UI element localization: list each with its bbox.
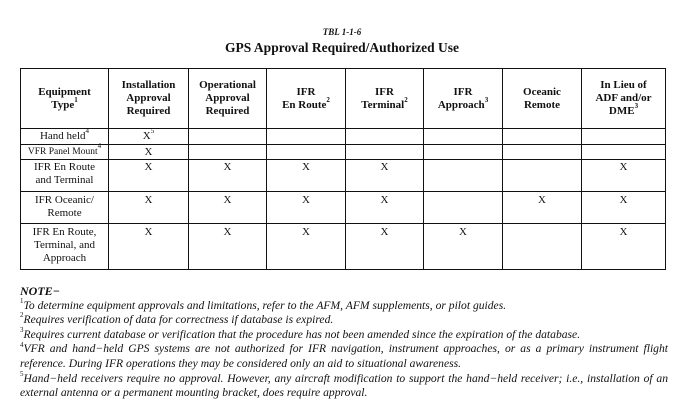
column-header-line: Type (51, 98, 75, 111)
footnote-text: Hand−held receivers require no approval. However, any aircraft modification to support the hand−held receiver; i.e., installation of an external antenna or a permanent mounting bracket, does require approval. (20, 371, 668, 400)
column-header-line: IFR (453, 85, 473, 98)
mark-value: X (538, 194, 546, 206)
mark-cell (424, 192, 503, 224)
mark-cell (346, 129, 424, 145)
footnote-number: 2 (20, 311, 24, 320)
footnote-text: Requires verification of data for correctness if database is expired. (23, 313, 334, 327)
footnote-ref: 4 (97, 142, 102, 151)
footnote (20, 313, 668, 328)
column-header-line: Required (205, 105, 250, 117)
footnote-number: 1 (20, 296, 24, 305)
column-header-line: Remote (523, 98, 561, 111)
mark-value: X (223, 161, 232, 173)
mark-cell (346, 160, 424, 192)
mark-cell (582, 192, 666, 224)
table-row (21, 160, 666, 192)
column-header (189, 69, 267, 129)
column-header-line: En Route (282, 98, 327, 111)
mark-value: X (380, 161, 389, 173)
mark-value: X (142, 130, 151, 142)
column-header-line: Terminal (361, 98, 405, 111)
footnote (20, 296, 668, 314)
mark-cell (189, 160, 267, 192)
footnote-ref: 5 (150, 127, 155, 136)
mark-cell (424, 145, 503, 160)
mark-value: X (302, 226, 310, 238)
column-header (109, 69, 189, 129)
column-header-line: Approach (437, 98, 485, 111)
mark-cell (503, 160, 582, 192)
equipment-type-line: VFR Panel Mount (27, 146, 98, 157)
table-row (21, 129, 666, 145)
column-header-line: IFR (296, 85, 316, 98)
column-header-line: DME (608, 105, 635, 117)
column-header (346, 69, 424, 129)
footnote-ref: 2 (404, 95, 408, 104)
equipment-type-cell (21, 142, 109, 160)
mark-value: X (223, 194, 232, 206)
mark-value: X (619, 194, 628, 206)
column-header-line: Oceanic (523, 85, 561, 98)
footnote (20, 325, 668, 343)
mark-value: X (380, 194, 389, 206)
mark-value: X (144, 145, 153, 158)
header-row (21, 69, 666, 129)
footnote-number: 5 (20, 369, 24, 378)
footnote-text: VFR and hand−held GPS systems are not authorized for IFR navigation, instrument approaches, or as a primary instrument flight reference. During IFR operations they may be considered only an aid to situational awareness. (20, 342, 668, 370)
column-header-line: Approval (205, 92, 250, 104)
equipment-type-line: Terminal, and (34, 239, 95, 251)
column-header-line: Equipment (38, 85, 91, 98)
mark-value: X (380, 226, 389, 238)
column-header-line: In Lieu of (600, 79, 647, 91)
mark-value: X (144, 194, 153, 206)
mark-cell (582, 224, 666, 270)
mark-cell (189, 129, 267, 145)
mark-value: X (619, 226, 628, 238)
footnote-ref: 1 (74, 95, 78, 104)
footnote-number: 4 (20, 340, 24, 349)
mark-cell (267, 224, 346, 270)
footnote-number: 3 (20, 325, 24, 334)
column-header (503, 69, 582, 129)
column-header (582, 69, 666, 129)
column-header-line: ADF and/or (595, 92, 652, 104)
mark-value: X (302, 161, 310, 173)
mark-cell (424, 224, 503, 270)
mark-cell (109, 145, 189, 160)
column-header (267, 69, 346, 129)
footnote-ref: 3 (634, 102, 639, 111)
mark-value: X (144, 161, 153, 173)
mark-value: X (144, 226, 153, 238)
note-heading: NOTE− (20, 284, 60, 298)
notes-section (20, 284, 668, 401)
equipment-type-cell (21, 224, 109, 270)
mark-cell (267, 160, 346, 192)
mark-cell (346, 192, 424, 224)
mark-cell (503, 224, 582, 270)
mark-cell (189, 192, 267, 224)
table-body (21, 129, 666, 270)
mark-cell (109, 224, 189, 270)
mark-cell (582, 145, 666, 160)
mark-cell (503, 192, 582, 224)
mark-cell (267, 129, 346, 145)
mark-cell (109, 129, 189, 145)
gps-approval-table (20, 68, 666, 270)
equipment-type-line: IFR En Route (33, 161, 96, 173)
column-header (424, 69, 503, 129)
table-title: GPS Approval Required/Authorized Use (225, 40, 459, 55)
equipment-type-cell (21, 129, 109, 145)
column-header-line: IFR (375, 85, 394, 98)
column-header-line: Approval (126, 92, 171, 104)
mark-cell (424, 160, 503, 192)
footnote (20, 342, 668, 371)
mark-cell (582, 160, 666, 192)
table-row (21, 145, 666, 160)
equipment-type-line: Approach (42, 252, 87, 264)
mark-cell (189, 224, 267, 270)
mark-cell (424, 129, 503, 145)
mark-cell (503, 145, 582, 160)
column-header-line: Operational (199, 79, 256, 91)
mark-cell (346, 224, 424, 270)
equipment-type-line: IFR Oceanic/ (35, 194, 94, 206)
footnote-text: Requires current database or verification that the procedure has not been amended since the expiration of the database. (23, 327, 581, 341)
table-row (21, 192, 666, 224)
footnote-ref: 2 (326, 95, 330, 104)
mark-cell (582, 129, 666, 145)
column-header-line: Required (126, 105, 171, 117)
column-header-line: Installation (121, 79, 176, 91)
footnote-text: To determine equipment approvals and limitations, refer to the AFM, AFM supplements, or pilot guides. (23, 298, 507, 312)
footnote (20, 369, 668, 401)
equipment-type-line: Remote (47, 207, 82, 219)
mark-value: X (302, 194, 310, 206)
footnote-ref: 4 (85, 127, 89, 136)
mark-cell (109, 192, 189, 224)
mark-cell (503, 129, 582, 145)
footnote-ref: 3 (484, 95, 489, 104)
column-header (21, 69, 109, 129)
mark-cell (189, 145, 267, 160)
mark-cell (109, 160, 189, 192)
notes-list (20, 296, 668, 401)
mark-value: X (619, 161, 628, 173)
table-number: TBL 1-1-6 (322, 27, 362, 37)
mark-cell (267, 145, 346, 160)
table-row (21, 224, 666, 270)
mark-cell (267, 192, 346, 224)
mark-value: X (459, 226, 467, 238)
mark-value: X (223, 226, 232, 238)
equipment-type-line: and Terminal (35, 174, 94, 186)
equipment-type-cell (21, 192, 109, 224)
equipment-type-cell (21, 160, 109, 192)
equipment-type-line: IFR En Route, (32, 226, 97, 238)
equipment-type-line: Hand held (39, 130, 86, 142)
mark-cell (346, 145, 424, 160)
